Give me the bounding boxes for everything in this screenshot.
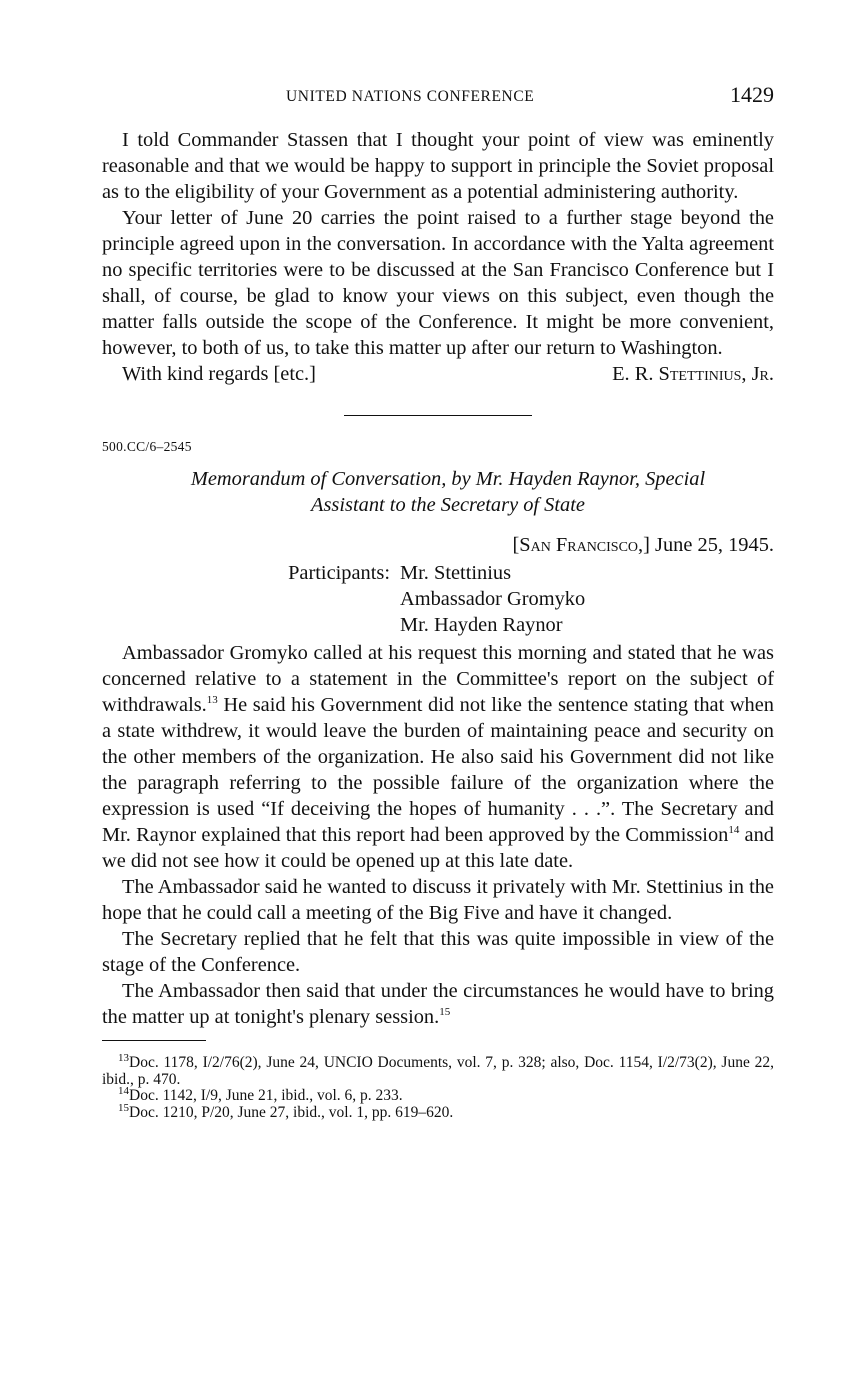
file-reference: 500.CC/6–2545 <box>102 439 192 454</box>
memo-place: [San Francisco,] <box>512 534 650 556</box>
memo-paragraph-3: The Secretary replied that he felt that this was quite impossible in view of the stage of the Conference. <box>102 928 774 976</box>
footnote-text: Doc. 1178, I/2/76(2), June 24, UNCIO Documents, vol. 7, p. 328; also, Doc. 1154, I/2/73(2), June 22, ibid., p. 470. <box>102 1054 774 1088</box>
footnote-text: Doc. 1210, P/20, June 27, ibid., vol. 1, pp. 619–620. <box>129 1103 454 1121</box>
letter-closing <box>102 361 774 387</box>
footnote-13 <box>102 1051 774 1088</box>
participants-block <box>102 560 774 638</box>
letter-paragraph-2: Your letter of June 20 carries the point raised to a further stage beyond the principle agreed upon in the conversation. In accordance with the Yalta agreement no specific territories were to be discussed at the San Francisco Conference but I shall, of course, be glad to know your views on this subject, even though the matter falls outside the scope of the Conference. It might be more convenient, however, to both of us, to take this matter up after our return to Washington. <box>102 207 774 359</box>
closing-phrase: With kind regards [etc.] <box>122 363 316 385</box>
participant: Ambassador Gromyko <box>400 588 586 610</box>
memo-paragraph-1-part-c: and we did not see how it could be opened up at this late date. <box>102 824 774 872</box>
footnote-ref-13: 13 <box>206 694 218 707</box>
memo-paragraph-1-part-b: He said his Government did not like the sentence stating that when a state withdrew, it would leave the burden of maintaining peace and security on the other members of the organization. He also said his Government did not like the paragraph referring to the possible failure of the organization where the expression is used “If deceiving the hopes of humanity . . .”. The Secretary and Mr. Raynor explained that this report had been approved by the Commission <box>102 694 774 846</box>
participants-label: Participants: <box>288 562 390 584</box>
page-header <box>102 82 774 112</box>
section-divider <box>344 415 532 416</box>
participant: Mr. Hayden Raynor <box>400 614 563 636</box>
page-number: 1429 <box>730 82 774 107</box>
footnote-15 <box>102 1101 774 1122</box>
memo-paragraph-4-text: The Ambassador then said that under the circumstances he would have to bring the matter up at tonight's plenary session. <box>102 980 774 1028</box>
footnote-number: 14 <box>118 1084 129 1097</box>
place-date-line <box>102 532 774 558</box>
memo-paragraph-1-part-a: Ambassador Gromyko called at his request this morning and stated that he was concerned relative to a statement in the Committee's report on the subject of withdrawals. <box>102 642 774 716</box>
participant: Mr. Stettinius <box>400 562 512 584</box>
footnote-14 <box>102 1084 774 1105</box>
footnote-ref-15: 15 <box>439 1006 451 1019</box>
memo-paragraph-4 <box>102 978 774 1030</box>
letter-paragraph-1: I told Commander Stassen that I thought your point of view was eminently reasonable and that we would be happy to support in principle the Soviet proposal as to the eligibility of your Government as a potential administering authority. <box>102 129 774 203</box>
footnote-number: 15 <box>118 1101 129 1114</box>
memo-paragraph-1 <box>102 640 774 874</box>
memo-title <box>102 466 774 518</box>
footnote-text: Doc. 1142, I/9, June 21, ibid., vol. 6, p. 233. <box>129 1087 403 1104</box>
participants-list <box>400 560 774 638</box>
footnotes <box>102 1051 774 1121</box>
footnote-rule <box>102 1040 206 1041</box>
memo-paragraph-2: The Ambassador said he wanted to discuss it privately with Mr. Stettinius in the hope that he could call a meeting of the Big Five and have it changed. <box>102 876 774 924</box>
running-head: UNITED NATIONS CONFERENCE <box>286 88 535 105</box>
memo-date: June 25, 1945. <box>655 534 774 556</box>
memo-title-line-1: Memorandum of Conversation, by Mr. Hayden Raynor, Special <box>190 468 706 490</box>
footnote-ref-14: 14 <box>728 824 740 837</box>
memo-title-line-2: Assistant to the Secretary of State <box>311 494 585 516</box>
body-text <box>102 127 774 1121</box>
signature: E. R. Stettinius, Jr. <box>612 363 774 385</box>
footnote-number: 13 <box>118 1051 129 1064</box>
